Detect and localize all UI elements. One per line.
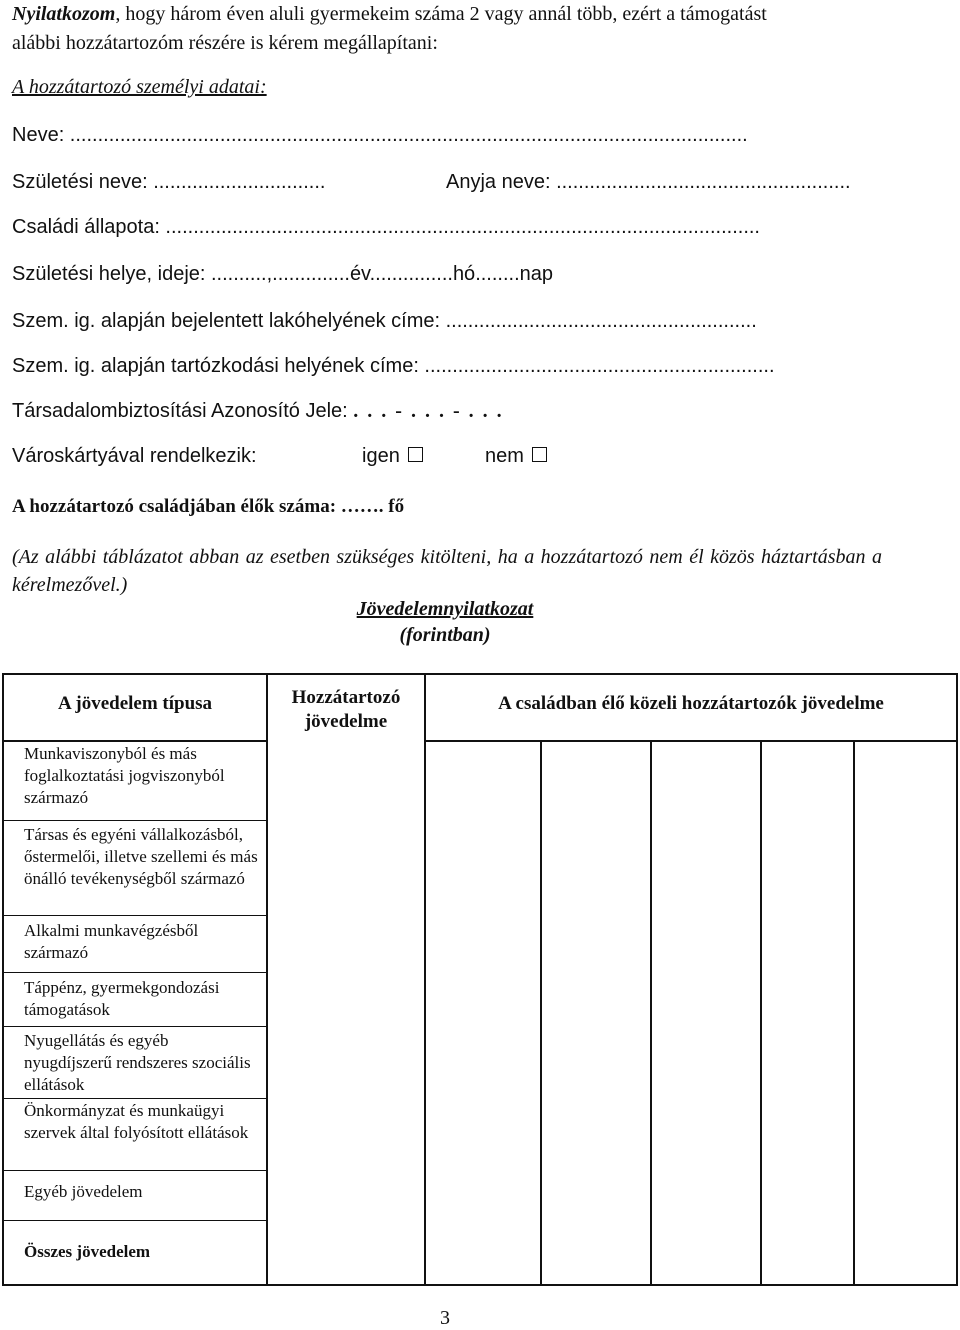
nem-label: nem [485, 445, 524, 467]
header-relative-income: Hozzátartozó jövedelme [291, 687, 401, 732]
field-tartozkodasi-hely[interactable]: Szem. ig. alapján tartózkodási helyének címe: ............................................................... [12, 355, 775, 377]
varoskartya-label: Városkártyával rendelkezik: [12, 445, 257, 467]
row-nyugellatas: Nyugellátás és egyéb nyugdíjszerű rendszeres szociális ellátások [24, 1031, 251, 1094]
field-csaladi-allapot[interactable]: Családi állapota: ........................................................................................................... [12, 216, 760, 238]
row-egyeb: Egyéb jövedelem [24, 1182, 143, 1201]
field-taj[interactable] [12, 399, 504, 423]
igen-label: igen [362, 445, 400, 467]
ho-label: hó [452, 263, 476, 285]
table-note: (Az alábbi táblázatot abban az esetben szükséges kitölteni, ha a hozzátartozó nem él közös háztartásban a kérelmezővel.) [12, 546, 882, 596]
igen-option[interactable] [362, 444, 423, 468]
row-tarsas-egyeni: Társas és egyéni vállalkozásból, őstermelői, illetve szellemi és más önálló tevékenységből származó [24, 825, 258, 888]
intro-line-1 [12, 2, 767, 26]
intro-text: , hogy három éven aluli gyermekeim száma 2 vagy annál több, ezért a támogatást [115, 3, 767, 25]
igen-checkbox[interactable] [408, 447, 423, 462]
taj-mask: . . . - . . . - . . . [353, 400, 504, 422]
field-szuletesi-neve[interactable]: Születési neve: ............................... [12, 171, 326, 193]
row-tappenz: Táppénz, gyermekgondozási támogatások [24, 978, 220, 1019]
field-bejelentett-lakohely[interactable]: Szem. ig. alapján bejelentett lakóhelyének címe: ........................................................ [12, 310, 757, 332]
row-munkaviszony: Munkaviszonyból és más foglalkoztatási jogviszonyból származó [24, 744, 225, 807]
ev-dots: ............... [369, 263, 453, 285]
row-osszes: Összes jövedelem [24, 1242, 151, 1261]
szul-helye-label: Születési helye, ideje: .........., [12, 263, 273, 285]
szul-helye-dots: .............. [272, 263, 350, 285]
nap-label: nap [519, 263, 554, 285]
field-anyja-neve[interactable]: Anyja neve: ..................................................... [446, 171, 851, 193]
page-number: 3 [440, 1307, 450, 1329]
nem-checkbox[interactable] [532, 447, 547, 462]
nem-option[interactable] [485, 444, 547, 468]
intro-bold: Nyilatkozom [12, 3, 116, 25]
ho-dots: ........ [475, 263, 520, 285]
ev-label: év [349, 263, 370, 285]
header-income-type: A jövedelem típusa [57, 693, 213, 714]
header-family-income: A családban élő közeli hozzátartozók jövedelme [498, 693, 884, 714]
taj-label: Társadalombiztosítási Azonosító Jele: [12, 400, 348, 422]
field-szuletesi-helye[interactable] [12, 262, 553, 286]
field-neve[interactable]: Neve: .......................................................................................................................... [12, 124, 748, 146]
document-title: Jövedelemnyilatkozat [356, 598, 534, 620]
intro-line-2: alábbi hozzátartozóm részére is kérem megállapítani: [12, 32, 438, 54]
csaladban-elok[interactable]: A hozzátartozó családjában élők száma: ……. fő [12, 496, 405, 517]
document-subtitle: (forintban) [399, 624, 491, 646]
row-alkalmi: Alkalmi munkavégzésből származó [24, 921, 199, 962]
row-onkormanyzat: Önkormányzat és munkaügyi szervek által folyósított ellátások [24, 1101, 249, 1142]
section-title: A hozzátartozó személyi adatai: [12, 76, 267, 98]
